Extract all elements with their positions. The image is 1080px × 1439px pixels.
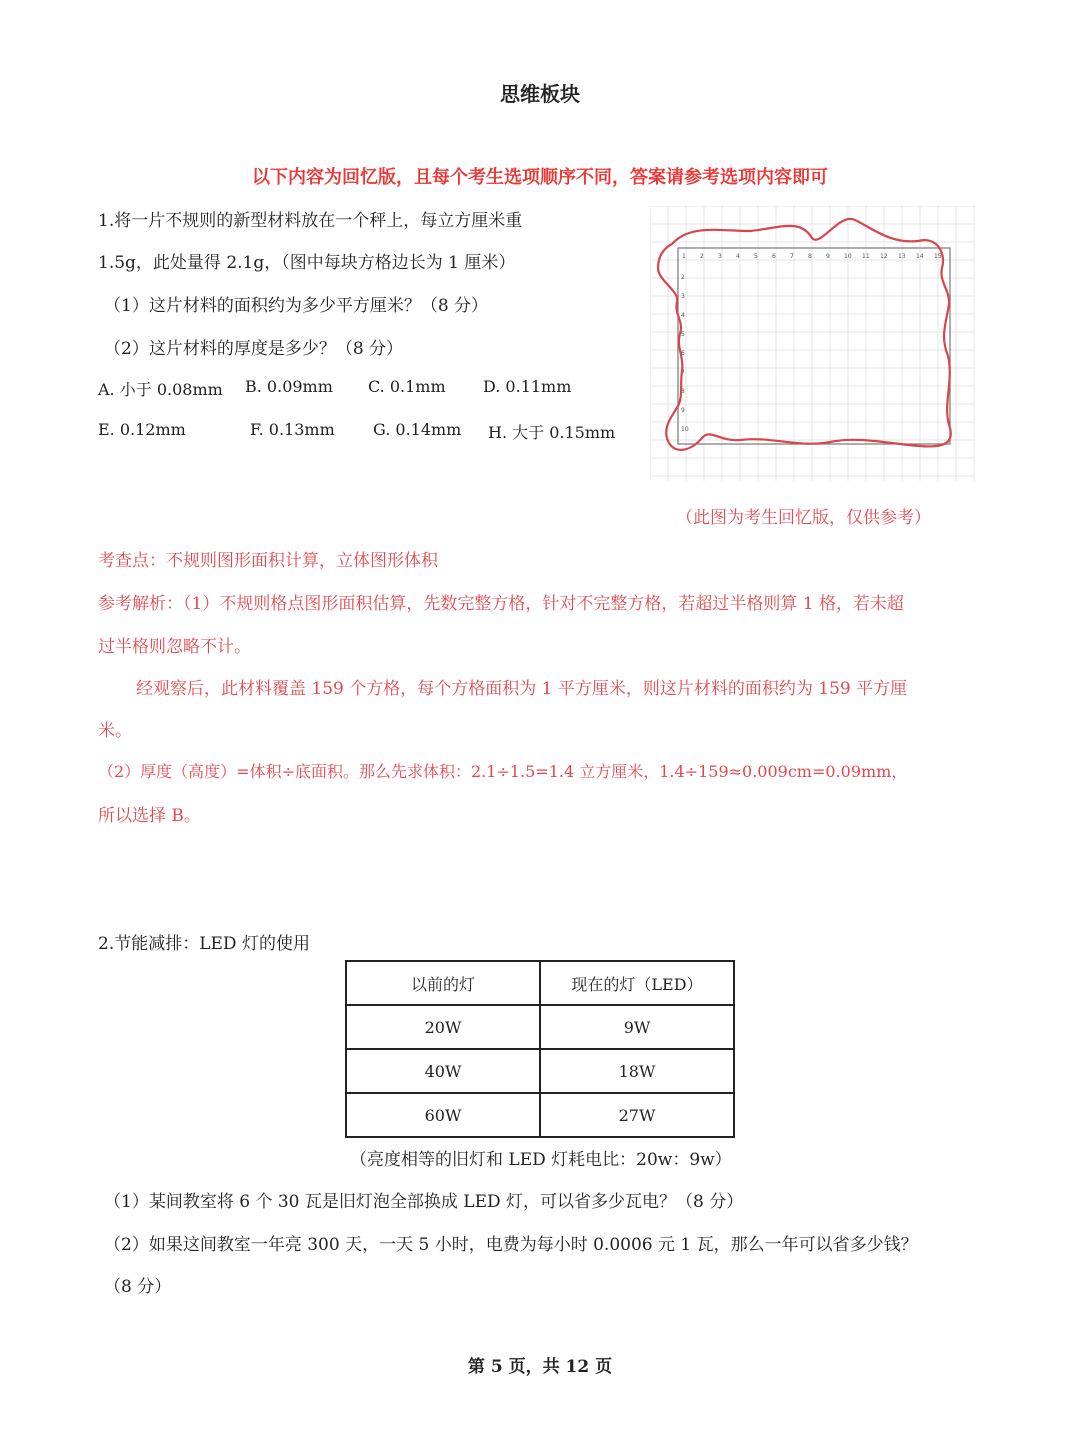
top-axis-label: 12 [880, 253, 888, 260]
left-axis-label: 9 [681, 407, 685, 414]
top-axis-label: 8 [808, 253, 812, 260]
top-axis-label: 5 [754, 253, 758, 260]
table-row [346, 1093, 734, 1137]
left-axis-label: 3 [681, 293, 685, 300]
table-cell: 9W [540, 1005, 734, 1049]
page-title: 思维板块 [500, 82, 580, 106]
page-footer: 第 5 页，共 12 页 [467, 1357, 613, 1377]
grid-figure [650, 206, 975, 481]
table-header-led: 现在的灯（LED） [540, 961, 734, 1005]
left-axis-label: 8 [681, 388, 685, 395]
analysis-p1b: 过半格则忽略不计。 [98, 637, 251, 657]
table-header-old: 以前的灯 [346, 961, 540, 1005]
left-axis-label: 10 [681, 426, 689, 433]
option-a: A. 小于 0.08mm [98, 380, 223, 399]
table-cell: 27W [540, 1093, 734, 1137]
top-axis-label: 11 [862, 253, 870, 260]
option-d: D. 0.11mm [483, 377, 572, 396]
option-h: H. 大于 0.15mm [488, 423, 616, 442]
analysis-point: 考查点：不规则图形面积计算，立体图形体积 [98, 551, 438, 571]
table-header-row [346, 961, 734, 1005]
top-axis-label: 1 [682, 253, 686, 260]
top-axis-label: 15 [934, 253, 942, 260]
q1-sub2: （2）这片材料的厚度是多少？（8 分） [104, 339, 404, 359]
top-axis-label: 7 [790, 253, 794, 260]
grid-border [678, 248, 950, 444]
q1-line1: 1.将一片不规则的新型材料放在一个秤上，每立方厘米重 [98, 211, 523, 231]
led-comparison-table [345, 960, 735, 1138]
table-cell: 20W [346, 1005, 540, 1049]
left-axis-label: 4 [681, 312, 685, 319]
top-axis-label: 10 [844, 253, 852, 260]
top-axis-label: 9 [826, 253, 830, 260]
analysis-p2a: 经观察后，此材料覆盖 159 个方格，每个方格面积为 1 平方厘米，则这片材料的面积约为 159 平方厘 [136, 679, 908, 699]
table-cell: 60W [346, 1093, 540, 1137]
left-axis-label: 2 [681, 274, 685, 281]
left-axis-labels [681, 274, 689, 433]
top-axis-label: 2 [700, 253, 704, 260]
grid-lines [650, 206, 975, 481]
option-c: C. 0.1mm [368, 377, 446, 396]
top-axis-label: 4 [736, 253, 740, 260]
analysis-p1a: 参考解析：（1）不规则格点图形面积估算，先数完整方格，针对不完整方格，若超过半格则算 1 格，若未超 [98, 594, 904, 614]
q2-heading: 2.节能减排：LED 灯的使用 [98, 934, 310, 954]
left-axis-label: 5 [681, 331, 685, 338]
q1-line2: 1.5g，此处量得 2.1g，（图中每块方格边长为 1 厘米） [98, 253, 516, 273]
analysis-p3b: 所以选择 B。 [98, 806, 201, 826]
recall-notice: 以下内容为回忆版，且每个考生选项顺序不同，答案请参考选项内容即可 [252, 167, 828, 188]
q2-sub1: （1）某间教室将 6 个 30 瓦是旧灯泡全部换成 LED 灯，可以省多少瓦电？（8 分） [104, 1192, 744, 1212]
top-axis-label: 3 [718, 253, 722, 260]
table-cell: 18W [540, 1049, 734, 1093]
left-axis-label: 6 [681, 350, 685, 357]
figure-caption: （此图为考生回忆版，仅供参考） [676, 508, 931, 528]
left-axis-label: 7 [681, 369, 685, 376]
top-axis-label: 6 [772, 253, 776, 260]
option-e: E. 0.12mm [98, 420, 186, 439]
analysis-p2b: 米。 [98, 721, 132, 741]
option-b: B. 0.09mm [245, 377, 333, 396]
table-caption: （亮度相等的旧灯和 LED 灯耗电比：20w：9w） [350, 1150, 732, 1170]
option-g: G. 0.14mm [373, 420, 462, 439]
q2-sub2a: （2）如果这间教室一年亮 300 天，一天 5 小时，电费为每小时 0.0006 元 1 瓦，那么一年可以省多少钱？ [104, 1235, 918, 1255]
table-cell: 40W [346, 1049, 540, 1093]
top-axis-label: 14 [916, 253, 924, 260]
top-axis-label: 13 [898, 253, 906, 260]
option-f: F. 0.13mm [250, 420, 335, 439]
table-row [346, 1049, 734, 1093]
table-row [346, 1005, 734, 1049]
q1-sub1: （1）这片材料的面积约为多少平方厘米？（8 分） [104, 296, 489, 316]
analysis-p3a: （2）厚度（高度）=体积÷底面积。那么先求体积：2.1÷1.5=1.4 立方厘米，1.4÷159≈0.009cm=0.09mm， [98, 762, 908, 781]
q2-sub2b: （8 分） [104, 1277, 172, 1297]
